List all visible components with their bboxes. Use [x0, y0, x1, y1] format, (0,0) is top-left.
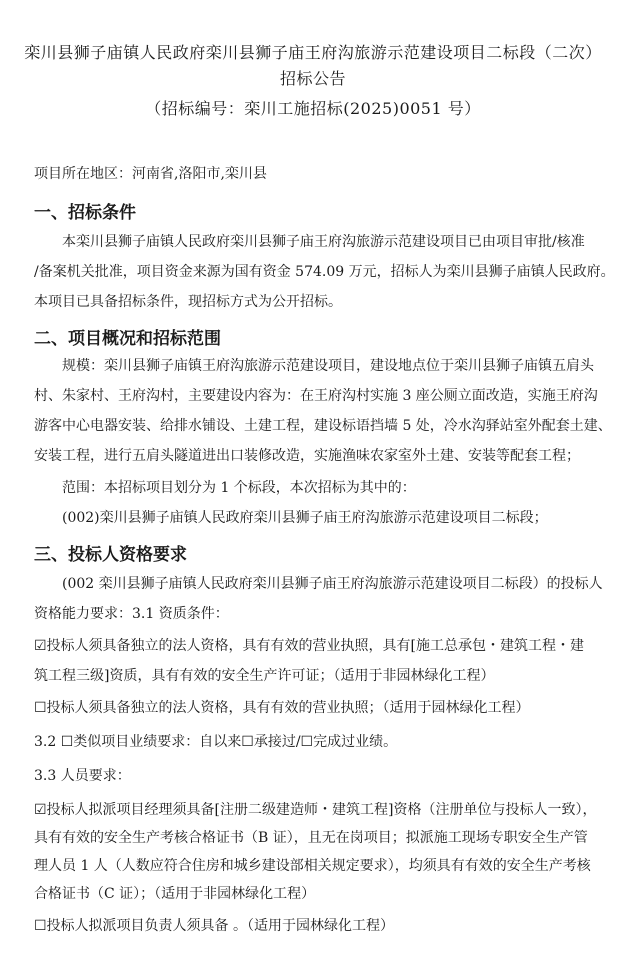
paragraph-line: 具有有效的安全生产考核合格证书（B 证），且无在岗项目；拟派施工现场专职安全生产管 — [34, 830, 588, 846]
paragraph-line: 本栾川县狮子庙镇人民政府栾川县狮子庙王府沟旅游示范建设项目已由项目审批/核准 — [62, 234, 585, 250]
document-title: 栾川县狮子庙镇人民政府栾川县狮子庙王府沟旅游示范建设项目二标段（二次） — [24, 43, 602, 62]
paragraph-line: 安装工程，进行五肩头隧道进出口装修改造，实施渔味农家室外土建、安装等配套工程； — [34, 448, 580, 464]
paragraph-line: 范围：本招标项目划分为 1 个标段，本次招标为其中的： — [62, 480, 416, 496]
unchecked-requirement-line: ☐投标人拟派项目负责人须具备 。（适用于园林绿化工程） — [34, 918, 394, 934]
unchecked-requirement-line: ☐投标人须具备独立的法人资格，具有有效的营业执照；（适用于园林绿化工程） — [34, 700, 530, 716]
paragraph-line: 3.2 ☐类似项目业绩要求：自以来☐承接过/☐完成过业绩。 — [34, 734, 398, 750]
bid-number: （招标编号：栾川工施招标(2025)0051 号） — [145, 99, 481, 118]
paragraph-line: /备案机关批准，项目资金来源为国有资金 574.09 万元，招标人为栾川县狮子庙镇人民政府。 — [34, 264, 615, 280]
document-subtitle: 招标公告 — [279, 69, 346, 88]
paragraph-line: 3.3 人员要求： — [34, 768, 131, 784]
paragraph-line: 筑工程三级]资质，具有有效的安全生产许可证；（适用于非园林绿化工程） — [34, 668, 495, 684]
project-location: 项目所在地区：河南省,洛阳市,栾川县 — [34, 166, 267, 182]
paragraph-line: 本项目已具备招标条件，现招标方式为公开招标。 — [34, 294, 342, 310]
checked-requirement-line: ☑投标人拟派项目经理须具备[注册二级建造师・建筑工程]资格（注册单位与投标人一致）， — [34, 802, 597, 818]
paragraph-line: 资格能力要求：3.1 资质条件： — [34, 606, 229, 622]
paragraph-line: 村、朱家村、王府沟村，主要建设内容为：在王府沟村实施 3 座公厕立面改造，实施王府沟 — [34, 388, 598, 404]
paragraph-line: 规模：栾川县狮子庙镇王府沟旅游示范建设项目，建设地点位于栾川县狮子庙镇五肩头 — [62, 358, 594, 374]
checked-requirement-line: ☑投标人须具备独立的法人资格，具有有效的营业执照，具有[施工总承包・建筑工程・建 — [34, 638, 585, 654]
paragraph-line: (002)栾川县狮子庙镇人民政府栾川县狮子庙王府沟旅游示范建设项目二标段； — [62, 510, 548, 526]
section-heading-qualifications: 三、投标人资格要求 — [34, 545, 187, 565]
paragraph-line: 理人员 1 人（人数应符合住房和城乡建设部相关规定要求），均须具有有效的安全生产考核 — [34, 858, 591, 874]
paragraph-line: 合格证书（C 证）；（适用于非园林绿化工程） — [34, 886, 316, 902]
section-heading-conditions: 一、招标条件 — [34, 203, 136, 223]
section-heading-overview: 二、项目概况和招标范围 — [34, 329, 221, 349]
paragraph-line: 游客中心电器安装、给排水铺设、土建工程，建设标语挡墙 5 处，冷水沟驿站室外配套土建、 — [34, 418, 612, 434]
paragraph-line: (002 栾川县狮子庙镇人民政府栾川县狮子庙王府沟旅游示范建设项目二标段）的投标人 — [62, 576, 603, 592]
